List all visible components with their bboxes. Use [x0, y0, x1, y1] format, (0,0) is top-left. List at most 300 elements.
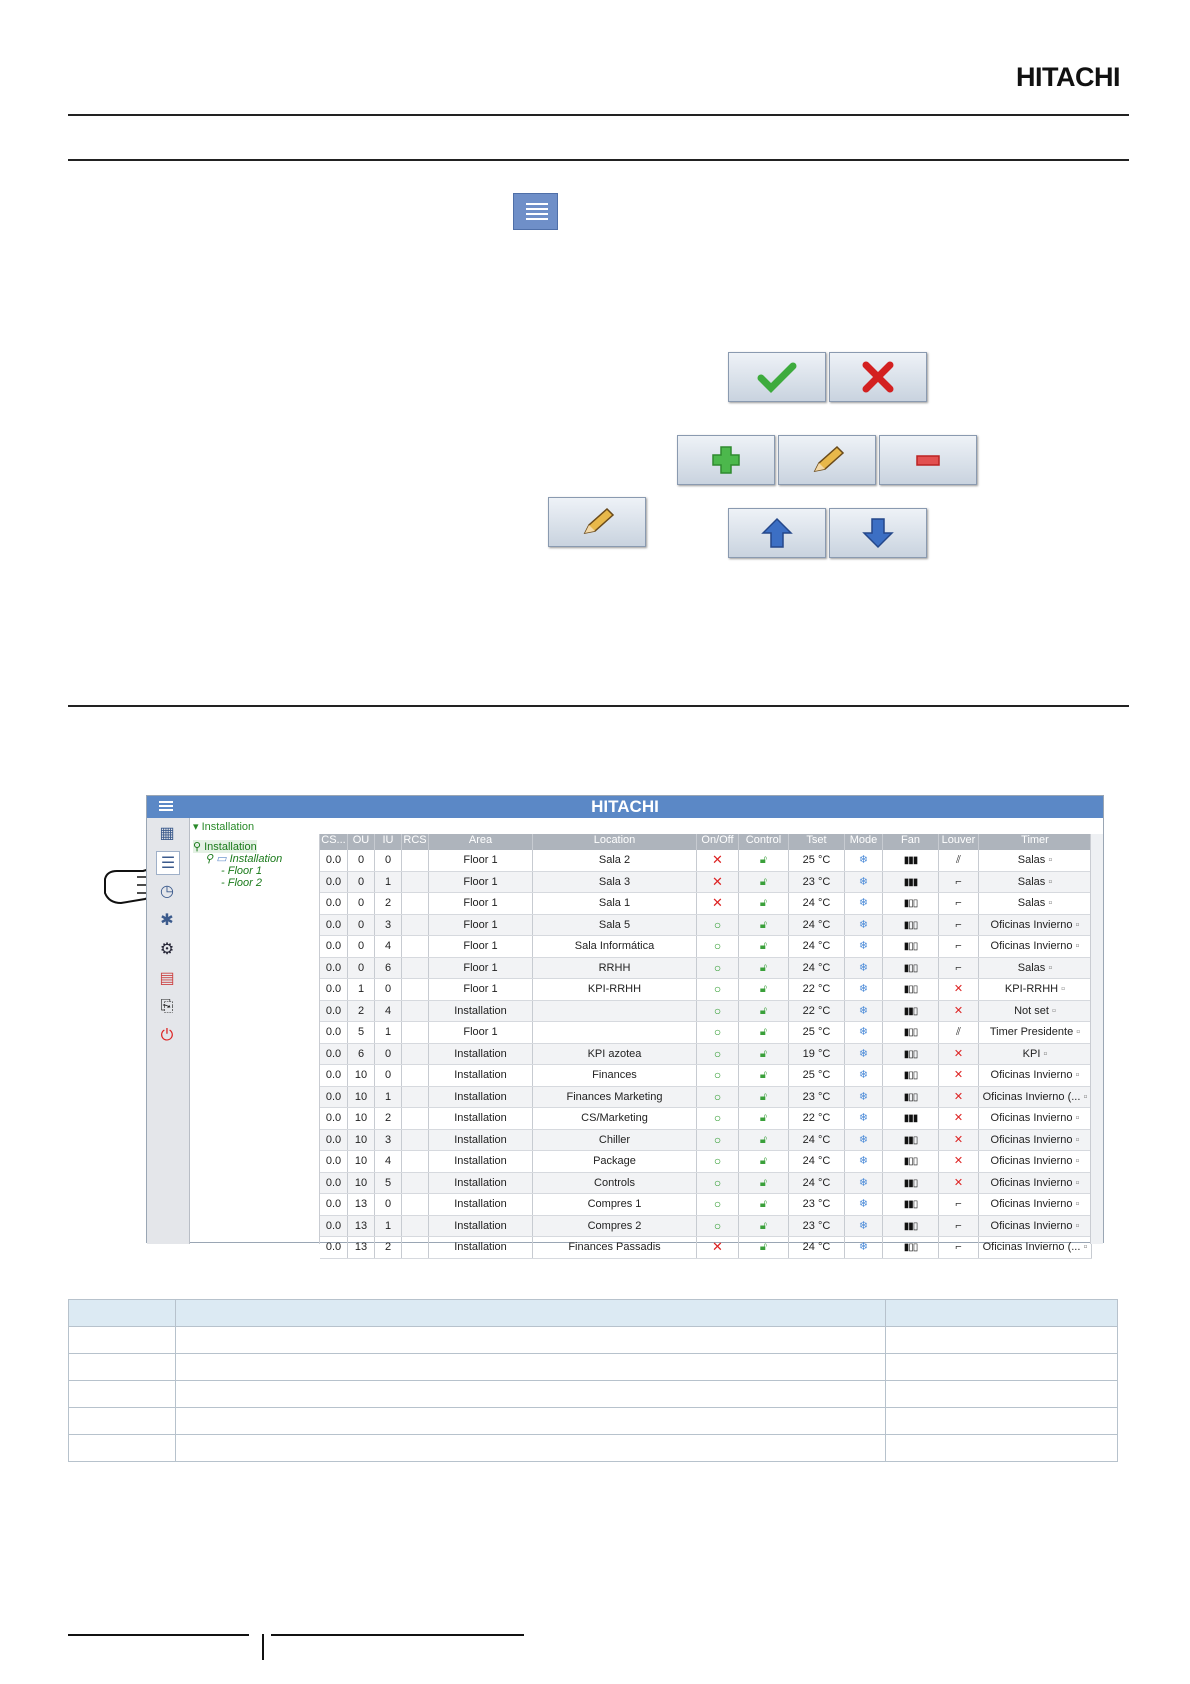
fan-speed-icon[interactable]: ▮▯▯	[883, 1022, 939, 1043]
on-status-icon[interactable]: ○	[697, 1130, 739, 1151]
rcs-cell	[402, 979, 429, 1000]
fan-speed-icon[interactable]: ▮▯▯	[883, 979, 939, 1000]
timer-detail-icon[interactable]: ▫	[1072, 1155, 1080, 1167]
fan-speed-icon[interactable]: ▮▮▮	[883, 1108, 939, 1129]
on-status-icon[interactable]: ○	[697, 1044, 739, 1065]
column-header[interactable]: Timer	[979, 834, 1092, 850]
location-cell: Finances Marketing	[533, 1087, 697, 1108]
tset-cell[interactable]: 24 °C	[789, 915, 845, 936]
timer-cell[interactable]	[979, 1022, 1092, 1043]
ou-cell: 0	[348, 915, 375, 936]
column-header[interactable]: Louver	[939, 834, 979, 850]
timer-detail-icon[interactable]: ▫	[1080, 1241, 1088, 1253]
fan-speed-icon[interactable]: ▮▯▯	[883, 936, 939, 957]
on-status-icon[interactable]: ○	[697, 979, 739, 1000]
area-cell: Floor 1	[429, 1022, 533, 1043]
unlock-icon[interactable]: 🔓︎	[739, 915, 789, 936]
column-header[interactable]: Location	[533, 834, 697, 850]
timer-label: Salas	[1017, 897, 1046, 909]
timer-detail-icon[interactable]: ▫	[1072, 1112, 1080, 1124]
edit-button[interactable]	[778, 435, 876, 485]
on-status-icon[interactable]: ○	[697, 1173, 739, 1194]
footer-divider	[262, 1634, 264, 1660]
area-cell: Installation	[429, 1065, 533, 1086]
tset-cell[interactable]: 23 °C	[789, 1087, 845, 1108]
arrow-down-icon	[861, 516, 895, 550]
table-row[interactable]	[320, 1001, 1092, 1023]
area-cell: Installation	[429, 1001, 533, 1022]
snowflake-icon[interactable]: ❄	[845, 893, 883, 914]
list-icon[interactable]: ☰	[156, 851, 180, 875]
unlock-icon[interactable]: 🔓︎	[739, 1173, 789, 1194]
tset-cell[interactable]: 24 °C	[789, 1151, 845, 1172]
ou-cell: 10	[348, 1108, 375, 1129]
rcs-cell	[402, 1087, 429, 1108]
table-row[interactable]	[320, 1216, 1092, 1238]
timer-detail-icon[interactable]: ▫	[1045, 961, 1053, 974]
ou-cell: 0	[348, 958, 375, 979]
timer-detail-icon[interactable]: ▫	[1040, 1047, 1048, 1060]
ou-cell: 2	[348, 1001, 375, 1022]
louver-icon[interactable]: ✕	[939, 1151, 979, 1172]
rcs-cell	[402, 893, 429, 914]
tset-cell[interactable]: 23 °C	[789, 1216, 845, 1237]
unlock-icon[interactable]: 🔓︎	[739, 958, 789, 979]
table-row[interactable]	[320, 915, 1092, 937]
tset-cell[interactable]: 24 °C	[789, 1130, 845, 1151]
rcs-cell	[402, 936, 429, 957]
fan-speed-icon[interactable]: ▮▮▯	[883, 1001, 939, 1022]
timer-cell[interactable]	[979, 1216, 1092, 1237]
louver-icon[interactable]: ✕	[939, 1130, 979, 1151]
cs-cell: 0.0	[320, 1108, 348, 1129]
ou-cell: 0	[348, 893, 375, 914]
location-cell: RRHH	[533, 958, 697, 979]
off-status-icon[interactable]: ✕	[697, 850, 739, 871]
table-row[interactable]	[320, 958, 1092, 980]
louver-icon[interactable]: ⌐	[939, 958, 979, 979]
unlock-icon[interactable]: 🔓︎	[739, 1130, 789, 1151]
timer-detail-icon[interactable]: ▫	[1072, 1219, 1080, 1232]
cs-cell: 0.0	[320, 915, 348, 936]
grid-icon[interactable]: ▦	[159, 825, 175, 842]
header-rule	[68, 114, 1129, 116]
timer-detail-icon[interactable]: ▫	[1072, 1133, 1080, 1146]
move-down-button[interactable]	[829, 508, 927, 558]
snowflake-icon[interactable]: ❄	[845, 1087, 883, 1108]
timer-cell[interactable]	[979, 893, 1092, 914]
tset-cell[interactable]: 25 °C	[789, 850, 845, 871]
snowflake-icon[interactable]: ❄	[845, 1151, 883, 1172]
close-icon	[860, 360, 896, 394]
unlock-icon[interactable]: 🔓︎	[739, 1022, 789, 1043]
footer-rule-right	[271, 1634, 524, 1636]
location-cell: CS/Marketing	[533, 1108, 697, 1129]
louver-icon[interactable]: ✕	[939, 1001, 979, 1022]
pencil-icon	[577, 505, 617, 539]
louver-icon[interactable]: ✕	[939, 1065, 979, 1086]
unlock-icon[interactable]: 🔓︎	[739, 1194, 789, 1215]
fan-speed-icon[interactable]: ▮▯▯	[883, 958, 939, 979]
timer-cell[interactable]	[979, 1173, 1092, 1194]
column-header[interactable]: IU	[375, 834, 402, 850]
off-status-icon[interactable]: ✕	[697, 872, 739, 893]
tset-cell[interactable]: 23 °C	[789, 872, 845, 893]
move-up-button[interactable]	[728, 508, 826, 558]
table-row[interactable]	[320, 1065, 1092, 1087]
table-row[interactable]	[320, 936, 1092, 958]
louver-icon[interactable]: ✕	[939, 979, 979, 1000]
timer-cell[interactable]	[979, 1194, 1092, 1215]
snowflake-icon[interactable]: ❄	[845, 1237, 883, 1258]
on-status-icon[interactable]: ○	[697, 1022, 739, 1043]
timer-detail-icon[interactable]: ▫	[1072, 1069, 1080, 1081]
timer-cell[interactable]	[979, 1087, 1092, 1108]
timer-label: Salas	[1017, 961, 1046, 974]
units-screen	[146, 795, 1104, 1254]
timer-detail-icon[interactable]: ▫	[1045, 854, 1053, 866]
column-header[interactable]: Fan	[883, 834, 939, 850]
location-cell: Sala Informática	[533, 936, 697, 957]
timer-label: KPI-RRHH	[1004, 983, 1059, 995]
timer-label: Timer Presidente	[989, 1026, 1074, 1038]
louver-icon[interactable]: ⌐	[939, 915, 979, 936]
unlock-icon[interactable]: 🔓︎	[739, 1065, 789, 1086]
area-cell: Installation	[429, 1173, 533, 1194]
cs-cell: 0.0	[320, 1130, 348, 1151]
cs-cell: 0.0	[320, 1173, 348, 1194]
fan-speed-icon[interactable]: ▮▯▯	[883, 1087, 939, 1108]
unlock-icon[interactable]: 🔓︎	[739, 979, 789, 1000]
iu-cell: 4	[375, 1001, 402, 1022]
ou-cell: 1	[348, 979, 375, 1000]
rcs-cell	[402, 1194, 429, 1215]
on-status-icon[interactable]: ○	[697, 1065, 739, 1086]
snowflake-icon[interactable]: ❄	[845, 850, 883, 871]
ou-cell: 10	[348, 1173, 375, 1194]
off-status-icon[interactable]: ✕	[697, 893, 739, 914]
timer-cell[interactable]	[979, 872, 1092, 893]
timer-cell[interactable]	[979, 936, 1092, 957]
louver-icon[interactable]: ⌐	[939, 1237, 979, 1258]
unlock-icon[interactable]: 🔓︎	[739, 1001, 789, 1022]
arrow-up-icon	[760, 516, 794, 550]
unlock-icon[interactable]: 🔓︎	[739, 936, 789, 957]
unlock-icon[interactable]: 🔓︎	[739, 1108, 789, 1129]
timer-detail-icon[interactable]: ▫	[1072, 1198, 1080, 1210]
iu-cell: 2	[375, 893, 402, 914]
tset-cell[interactable]: 24 °C	[789, 893, 845, 914]
timer-detail-icon[interactable]: ▫	[1045, 897, 1053, 909]
column-header[interactable]: CS...	[320, 834, 348, 850]
tset-cell[interactable]: 22 °C	[789, 979, 845, 1000]
timer-detail-icon[interactable]: ▫	[1048, 1004, 1056, 1017]
unlock-icon[interactable]: 🔓︎	[739, 1237, 789, 1258]
list-view-button[interactable]	[513, 193, 558, 230]
table-row[interactable]	[320, 1044, 1092, 1066]
plus-icon	[709, 443, 743, 477]
column-header[interactable]: Control	[739, 834, 789, 850]
timer-label: Oficinas Invierno	[990, 940, 1073, 952]
louver-icon[interactable]: ✕	[939, 1044, 979, 1065]
table-row[interactable]	[320, 850, 1092, 872]
timer-label: Salas	[1017, 854, 1046, 866]
tset-cell[interactable]: 24 °C	[789, 1237, 845, 1258]
area-cell: Floor 1	[429, 979, 533, 1000]
timer-cell[interactable]	[979, 1065, 1092, 1086]
timer-cell[interactable]	[979, 1130, 1092, 1151]
snowflake-icon[interactable]: ❄	[845, 915, 883, 936]
confirm-button[interactable]	[728, 352, 826, 402]
on-status-icon[interactable]: ○	[697, 958, 739, 979]
fan-speed-icon[interactable]: ▮▮▮	[883, 872, 939, 893]
unlock-icon[interactable]: 🔓︎	[739, 872, 789, 893]
area-cell: Floor 1	[429, 850, 533, 871]
grid-scrollbar[interactable]	[1090, 834, 1103, 1244]
fan-speed-icon[interactable]: ▮▯▯	[883, 893, 939, 914]
snowflake-icon[interactable]: ❄	[845, 979, 883, 1000]
iu-cell: 3	[375, 1130, 402, 1151]
location-cell: Sala 3	[533, 872, 697, 893]
on-status-icon[interactable]: ○	[697, 1001, 739, 1022]
timer-label: Oficinas Invierno	[990, 1176, 1073, 1189]
iu-cell: 5	[375, 1173, 402, 1194]
footer-rule-left	[68, 1634, 249, 1636]
table-row[interactable]	[320, 1087, 1092, 1109]
snowflake-icon[interactable]: ❄	[845, 1022, 883, 1043]
louver-icon[interactable]: ⌐	[939, 1194, 979, 1215]
settings-icon[interactable]: ⚙	[159, 941, 175, 958]
clock-icon[interactable]: ◷	[160, 883, 174, 900]
timer-label: Oficinas Invierno	[990, 1069, 1073, 1081]
on-status-icon[interactable]: ○	[697, 1151, 739, 1172]
fan-speed-icon[interactable]: ▮▯▯	[883, 1151, 939, 1172]
timer-label: Oficinas Invierno	[990, 1219, 1073, 1232]
louver-icon[interactable]: ⫽	[939, 850, 979, 871]
fan-speed-icon[interactable]: ▮▯▯	[883, 1065, 939, 1086]
on-status-icon[interactable]: ○	[697, 1108, 739, 1129]
tset-cell[interactable]: 24 °C	[789, 1173, 845, 1194]
snowflake-icon[interactable]: ❄	[845, 872, 883, 893]
table-row[interactable]	[320, 893, 1092, 915]
fan-speed-icon[interactable]: ▮▯▯	[883, 1237, 939, 1258]
louver-icon[interactable]: ⌐	[939, 936, 979, 957]
table-row[interactable]	[320, 1022, 1092, 1044]
fan-speed-icon[interactable]: ▮▮▯	[883, 1173, 939, 1194]
remove-button[interactable]	[879, 435, 977, 485]
timer-cell[interactable]	[979, 850, 1092, 871]
ou-cell: 10	[348, 1151, 375, 1172]
snowflake-icon[interactable]: ❄	[845, 1216, 883, 1237]
tset-cell[interactable]: 23 °C	[789, 1194, 845, 1215]
timer-cell[interactable]	[979, 1151, 1092, 1172]
table-row[interactable]	[320, 1108, 1092, 1130]
export-icon[interactable]: ⎘	[160, 998, 174, 1015]
cs-cell: 0.0	[320, 1087, 348, 1108]
fan-speed-icon[interactable]: ▮▮▯	[883, 1130, 939, 1151]
rcs-cell	[402, 1044, 429, 1065]
timer-label: Oficinas Invierno (...	[982, 1241, 1081, 1253]
location-cell	[533, 1001, 697, 1022]
unlock-icon[interactable]: 🔓︎	[739, 850, 789, 871]
timer-cell[interactable]	[979, 1108, 1092, 1129]
timer-cell[interactable]	[979, 958, 1092, 979]
tools-icon[interactable]: ✱	[160, 912, 174, 929]
on-status-icon[interactable]: ○	[697, 1216, 739, 1237]
louver-icon[interactable]: ⫽	[939, 1022, 979, 1043]
timer-cell[interactable]	[979, 1237, 1092, 1258]
table-row[interactable]	[320, 979, 1092, 1001]
on-status-icon[interactable]: ○	[697, 936, 739, 957]
column-header[interactable]: Area	[429, 834, 533, 850]
snowflake-icon[interactable]: ❄	[845, 1044, 883, 1065]
timer-cell[interactable]	[979, 915, 1092, 936]
area-cell: Floor 1	[429, 872, 533, 893]
app-title: HITACHI	[591, 797, 659, 816]
area-cell: Installation	[429, 1194, 533, 1215]
louver-icon[interactable]: ⌐	[939, 1216, 979, 1237]
on-status-icon[interactable]: ○	[697, 915, 739, 936]
fan-speed-icon[interactable]: ▮▯▯	[883, 1044, 939, 1065]
cs-cell: 0.0	[320, 1044, 348, 1065]
snowflake-icon[interactable]: ❄	[845, 1194, 883, 1215]
timer-detail-icon[interactable]: ▫	[1073, 1026, 1081, 1038]
off-status-icon[interactable]: ✕	[697, 1237, 739, 1258]
rcs-cell	[402, 1065, 429, 1086]
fan-speed-icon[interactable]: ▮▮▯	[883, 1216, 939, 1237]
iu-cell: 1	[375, 1216, 402, 1237]
timer-detail-icon[interactable]: ▫	[1045, 875, 1053, 888]
unlock-icon[interactable]: 🔓︎	[739, 1044, 789, 1065]
tree-view	[189, 834, 320, 1244]
louver-icon[interactable]: ✕	[939, 1087, 979, 1108]
louver-icon[interactable]: ⌐	[939, 893, 979, 914]
fan-speed-icon[interactable]: ▮▮▮	[883, 850, 939, 871]
tree-installation[interactable]: ⚲ ▭ Installation	[205, 853, 283, 865]
ou-cell: 0	[348, 850, 375, 871]
iu-cell: 4	[375, 936, 402, 957]
column-header[interactable]: RCS	[402, 834, 429, 850]
timer-detail-icon[interactable]: ▫	[1080, 1090, 1088, 1103]
area-cell: Floor 1	[429, 915, 533, 936]
tree-root[interactable]: ⚲ Installation	[193, 841, 257, 853]
tset-cell[interactable]: 19 °C	[789, 1044, 845, 1065]
iu-cell: 0	[375, 1194, 402, 1215]
breadcrumb[interactable]: ▾ Installation	[193, 821, 255, 833]
cancel-button[interactable]	[829, 352, 927, 402]
snowflake-icon[interactable]: ❄	[845, 1065, 883, 1086]
chart-icon[interactable]: ▤	[159, 970, 175, 987]
timer-detail-icon[interactable]: ▫	[1072, 940, 1080, 952]
timer-detail-icon[interactable]: ▫	[1058, 983, 1066, 995]
location-cell: KPI-RRHH	[533, 979, 697, 1000]
cs-cell: 0.0	[320, 872, 348, 893]
timer-label: Oficinas Invierno	[990, 1198, 1073, 1210]
column-header[interactable]: Mode	[845, 834, 883, 850]
table-row[interactable]	[320, 1194, 1092, 1216]
snowflake-icon[interactable]: ❄	[845, 1130, 883, 1151]
location-cell: Sala 1	[533, 893, 697, 914]
column-header[interactable]: Tset	[789, 834, 845, 850]
edit-name-button[interactable]	[548, 497, 646, 547]
power-icon[interactable]: ⏻	[160, 1027, 174, 1044]
cs-cell: 0.0	[320, 850, 348, 871]
location-cell: Chiller	[533, 1130, 697, 1151]
on-status-icon[interactable]: ○	[697, 1194, 739, 1215]
column-header[interactable]: OU	[348, 834, 375, 850]
unlock-icon[interactable]: 🔓︎	[739, 1216, 789, 1237]
tset-cell[interactable]: 25 °C	[789, 1065, 845, 1086]
rcs-cell	[402, 1237, 429, 1258]
unlock-icon[interactable]: 🔓︎	[739, 893, 789, 914]
tree-floor-2[interactable]: - Floor 2	[221, 877, 262, 889]
snowflake-icon[interactable]: ❄	[845, 1173, 883, 1194]
table-row[interactable]	[320, 1173, 1092, 1195]
unlock-icon[interactable]: 🔓︎	[739, 1087, 789, 1108]
column-header[interactable]: On/Off	[697, 834, 739, 850]
tset-cell[interactable]: 24 °C	[789, 936, 845, 957]
rcs-cell	[402, 850, 429, 871]
tset-cell[interactable]: 25 °C	[789, 1022, 845, 1043]
tree-floor-1[interactable]: - Floor 1	[221, 865, 262, 877]
cs-cell: 0.0	[320, 979, 348, 1000]
app-titlebar	[147, 796, 1103, 818]
table-row[interactable]	[320, 1237, 1092, 1259]
iu-cell: 2	[375, 1237, 402, 1258]
table-row[interactable]	[320, 1151, 1092, 1173]
unlock-icon[interactable]: 🔓︎	[739, 1151, 789, 1172]
rcs-cell	[402, 958, 429, 979]
area-cell: Floor 1	[429, 936, 533, 957]
area-cell: Installation	[429, 1216, 533, 1237]
ou-cell: 13	[348, 1194, 375, 1215]
cs-cell: 0.0	[320, 1216, 348, 1237]
timer-detail-icon[interactable]: ▫	[1072, 918, 1080, 931]
iu-cell: 0	[375, 850, 402, 871]
timer-detail-icon[interactable]: ▫	[1072, 1176, 1080, 1189]
add-button[interactable]	[677, 435, 775, 485]
timer-cell[interactable]	[979, 979, 1092, 1000]
area-cell: Floor 1	[429, 893, 533, 914]
on-status-icon[interactable]: ○	[697, 1087, 739, 1108]
snowflake-icon[interactable]: ❄	[845, 1001, 883, 1022]
louver-icon[interactable]: ✕	[939, 1173, 979, 1194]
tset-cell[interactable]: 22 °C	[789, 1108, 845, 1129]
ou-cell: 0	[348, 936, 375, 957]
timer-label: Not set	[1014, 1004, 1049, 1017]
iu-cell: 0	[375, 979, 402, 1000]
ou-cell: 10	[348, 1087, 375, 1108]
table-row[interactable]	[320, 1130, 1092, 1152]
ou-cell: 6	[348, 1044, 375, 1065]
ou-cell: 10	[348, 1065, 375, 1086]
tset-cell[interactable]: 24 °C	[789, 958, 845, 979]
timer-cell[interactable]	[979, 1001, 1092, 1022]
tset-cell[interactable]: 22 °C	[789, 1001, 845, 1022]
timer-cell[interactable]	[979, 1044, 1092, 1065]
snowflake-icon[interactable]: ❄	[845, 1108, 883, 1129]
timer-label: KPI	[1022, 1047, 1041, 1060]
fan-speed-icon[interactable]: ▮▯▯	[883, 915, 939, 936]
minus-icon	[911, 443, 945, 477]
louver-icon[interactable]: ⌐	[939, 872, 979, 893]
table-row[interactable]	[320, 872, 1092, 894]
louver-icon[interactable]: ✕	[939, 1108, 979, 1129]
fan-speed-icon[interactable]: ▮▮▯	[883, 1194, 939, 1215]
cs-cell: 0.0	[320, 1022, 348, 1043]
snowflake-icon[interactable]: ❄	[845, 958, 883, 979]
snowflake-icon[interactable]: ❄	[845, 936, 883, 957]
